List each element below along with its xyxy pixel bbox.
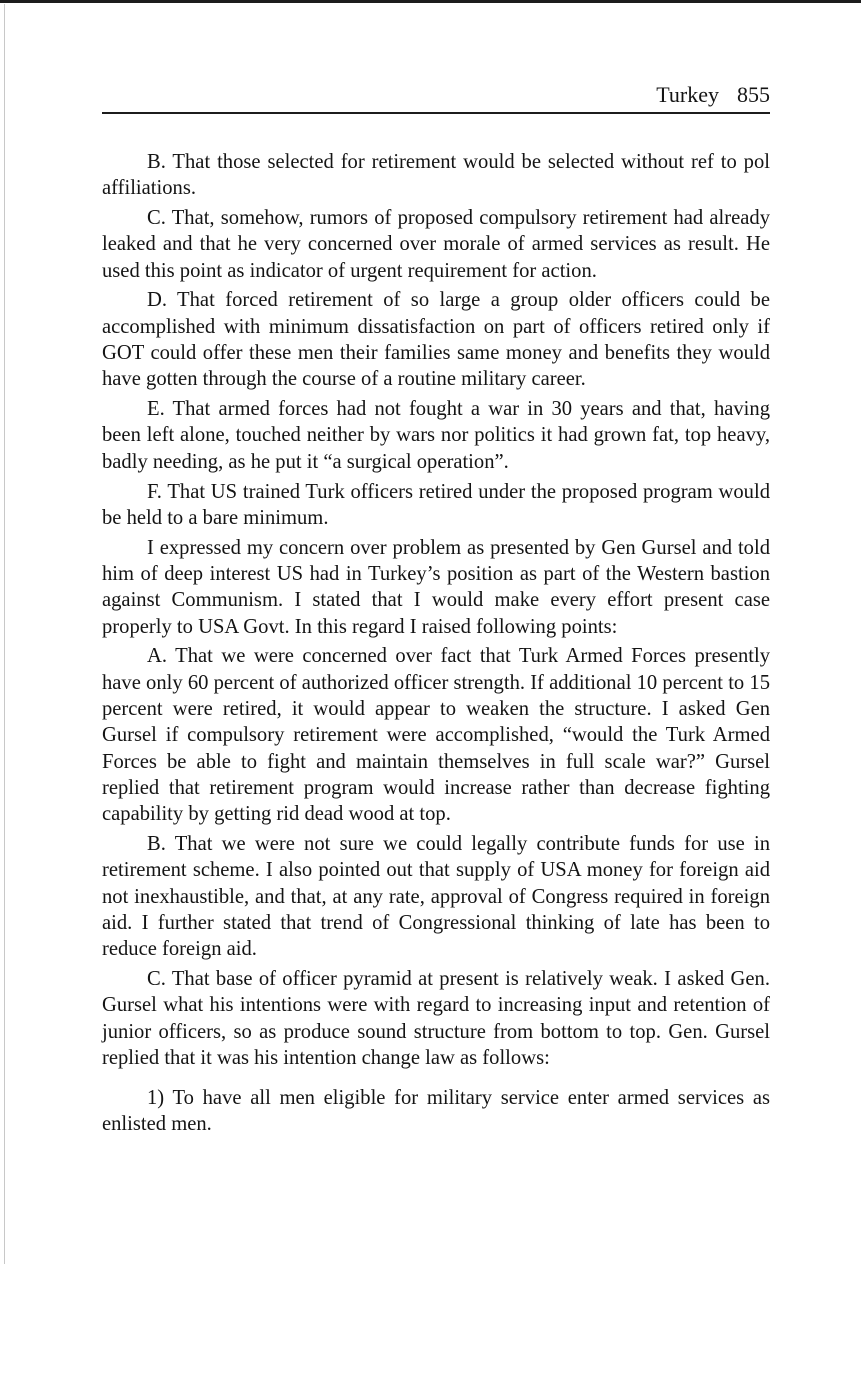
paragraph-a-officer-strength: A. That we were concerned over fact that Turk Armed Forces presently have only 60 percent of authorized officer strength. If additional 10 percent to 15 percent were retired, it would appear to weaken the structure. I asked Gen Gursel if compulsory retirement were accomplished, “would the Turk Armed Forces be able to fight and maintain themselves in full scale war?” Gursel replied that retirement program would increase rather than decrease fighting capability by getting rid dead wood at top.: [102, 645, 770, 826]
list-item-1-enlisted: 1) To have all men eligible for military service enter armed services as enlisted men.: [102, 1087, 770, 1136]
paragraph-c-rumors: C. That, somehow, rumors of proposed compulsory retirement had already leaked and that he very concerned over morale of armed services as result. He used this point as indicator of urgent requirement for action.: [102, 207, 770, 282]
page-number: 855: [737, 82, 770, 107]
paragraph-e-armed-forces: E. That armed forces had not fought a war in 30 years and that, having been left alone, touched neither by wars nor politics it had grown fat, top heavy, badly needing, as he put it “a surgical operation”.: [102, 398, 770, 473]
paragraph-b-retirement-selection: B. That those selected for retirement would be selected without ref to pol affiliations.: [102, 151, 770, 200]
paragraph-c-officer-pyramid: C. That base of officer pyramid at present is relatively weak. I asked Gen. Gursel what his intentions were with regard to increasing input and retention of junior officers, so as produce sound structure from bottom to top. Gen. Gursel replied that it was his intention change law as follows:: [102, 967, 770, 1069]
running-header: [102, 78, 770, 114]
paragraph-b-funds: B. That we were not sure we could legally contribute funds for use in retirement scheme. I also pointed out that supply of USA money for foreign aid not inexhaustible, and that, at any rate, approval of Congress required in foreign aid. I further stated that trend of Congressional thinking of late has been to reduce foreign aid.: [102, 832, 770, 961]
scan-top-rule: [0, 0, 861, 3]
document-page: [102, 78, 770, 1141]
running-header-title: Turkey: [656, 82, 719, 107]
scan-left-edge: [4, 4, 5, 1264]
paragraph-expressed-concern: I expressed my concern over problem as presented by Gen Gursel and told him of deep interest US had in Turkey’s position as part of the Western bastion against Communism. I stated that I would make every effort present case properly to USA Govt. In this regard I raised following points:: [102, 536, 770, 638]
paragraph-d-forced-retirement: D. That forced retirement of so large a group older officers could be accomplished with minimum dissatisfaction on part of officers retired only if GOT could offer these men their families same money and benefits they would have gotten through the course of a routine military career.: [102, 289, 770, 391]
body-text: [102, 149, 770, 1138]
paragraph-f-us-trained-officers: F. That US trained Turk officers retired under the proposed program would be held to a bare minimum.: [102, 480, 770, 529]
